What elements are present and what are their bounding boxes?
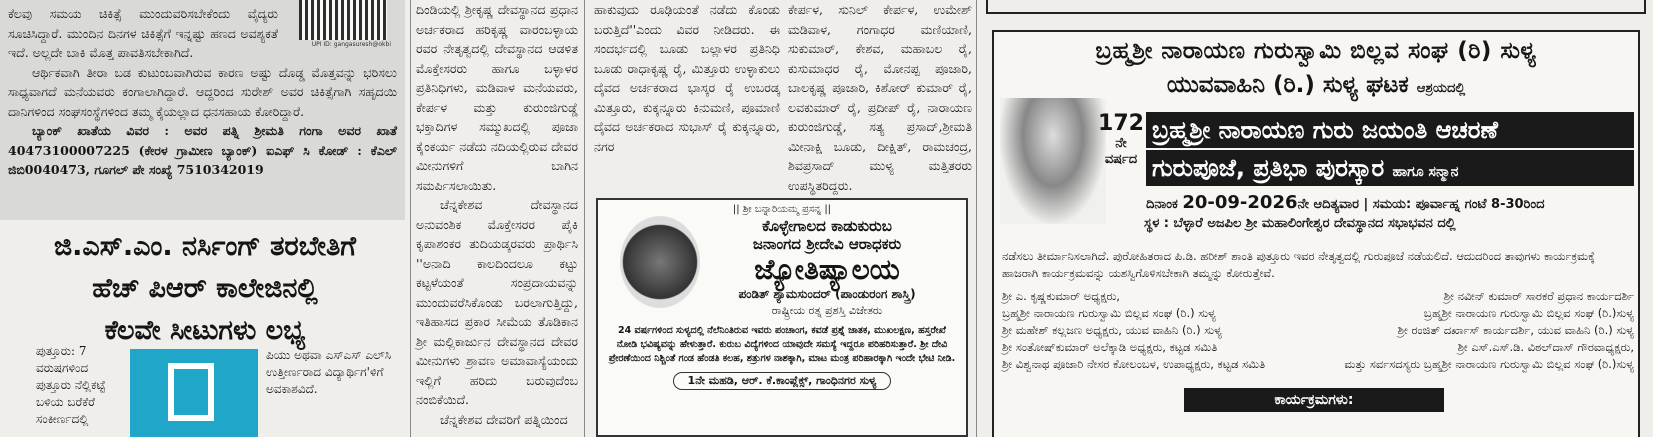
appeal-paragraph-2: ಆರ್ಥಿಕವಾಗಿ ತೀರಾ ಬಡ ಕುಟುಂಬವಾಗಿರುವ ಕಾರಣ ಅಷ್ಟು ದೊಡ್ಡ ಮೊತ್ತವನ್ನು ಭರಿಸಲು ಸಾಧ್ಯವಾಗದೆ ಮನೆಯವರು ಕಂಗಾಲಾಗಿದ್ದಾರೆ. ಆದ್ದರಿಂದ ಸುರೇಶ್ ಅವರ ಚಿಕಿತ್ಸೆಗಾಗಿ ಸಹೃದಯಿ ದಾನಿಗಳಿಂದ ಸಂಘಸಂಸ್ಥೆಗಳಿಂದ ತಮ್ಮ ಕೈಯಲ್ಲಾದ ಧನಸಹಾಯ ಕೋರಿದ್ದಾರೆ. bbox=[8, 64, 397, 119]
organizer-line: ಮತ್ತು ಸರ್ವಸದಸ್ಯರು ಬ್ರಹ್ಮಶ್ರೀ ನಾರಾಯಣ ಗುರುಸ್ವಾಮಿ ಬಿಲ್ಲವ ಸಂಘ (ರಿ.)ಸುಳ್ಯ bbox=[1344, 357, 1634, 371]
organizer-line: ಬ್ರಹ್ಮಶ್ರೀ ನಾರಾಯಣ ಗುರುಸ್ವಾಮಿ ಬಿಲ್ಲವ ಸಂಘ (ರಿ.)ಸುಳ್ಯ bbox=[1423, 306, 1634, 320]
temple-paragraph-4: ಹಾಕುವುದು ರೂಢಿಯಂತೆ ನಡೆದು ಕೊಂಡು ಬರುತ್ತಿದೆ''ಎಂದು ವಿವರ ನೀಡಿದರು. ಈ ಸಂದರ್ಭದಲ್ಲಿ ಬೂಡು ಬಲ್ಲಾಳರ ಪ್ರತಿನಿಧಿ ಬೂಡು ರಾಧಾಕೃಷ್ಣ ರೈ, ಮಿತ್ತೂರು ಉಳ್ಳಾಕುಲು ದೈವದ ಅರ್ಚಕರಾದ ಭಾಸ್ಕರ ರೈ ಉಬರಡ್ಕ ಮಿತ್ತೂರು, ಕುಕ್ಕನ್ನೂರು ಕಿನುಮಣಿ, ಪೂಮಾಣಿ ದೈವದ ಅರ್ಚಕರಾದ ಸುಭಾಸ್ ರೈ ಕುಕ್ಕನ್ನೂರು, ನಗರ bbox=[594, 2, 780, 154]
date-value: 20-09-2026 bbox=[1182, 192, 1298, 213]
bank-details: ಬ್ಯಾಂಕ್ ಖಾತೆಯ ವಿವರ : ಅವರ ಪತ್ನಿ ಶ್ರೀಮತಿ ಗಂಗಾ ಅವರ ಖಾತೆ 40473100007225 (ಕೇರಳ ಗ್ರಾಮೀಣ ಬ್ಯಾಂಕ್) ಐಎಫ್ ಸಿ ಕೋಡ್ : ಕೆಎಲ್ ಜಿಬಿ0040473, ಗೂಗಲ್ ಪೇ ಸಂಖ್ಯೆ 7510342019 bbox=[8, 123, 397, 177]
event-subtitle-main: ಗುರುಪೂಜೆ, ಪ್ರತಿಭಾ ಪುರಸ್ಕಾರ bbox=[1152, 154, 1385, 182]
goddess-image bbox=[620, 216, 700, 308]
news-column-4 bbox=[980, 0, 1653, 437]
ad-description: 24 ವರ್ಷಗಳಿಂದ ಸುಳ್ಯದಲ್ಲಿ ನೆಲೆನಿಂತಿರುವ ಇವರು ಪಂಚಾಂಗ, ಕವಡೆ ಪ್ರಶ್ನೆ ಜಾತಕ, ಮುಖಲಕ್ಷಣ, ಹಸ್ತರೇಖೆ ನೋಡಿ ಭವಿಷ್ಯವನ್ನು ಹೇಳುತ್ತಾರೆ. ಕುರುಬ ವಿದ್ಯೆಗಳಿಂದ ಯಾವುದೇ ಸಮಸ್ಯೆ ಇದ್ದರೂ ಪರಿಹರಿಸುತ್ತಾರೆ. ಶ್ರೀ ದೇವಿ ಪ್ರೇರಣೆಯಿಂದ ನಿಶ್ಚಿಂತೆ ಗಂಡ ಹೆಂಡತಿ ಕಲಹ, ಶತ್ರುಗಳ ನಾಶಕ್ಕಾಗಿ, ಮಾಟ ಮಂತ್ರ ಪರಿಹಾರಕ್ಕಾಗಿ ಇಂದೇ ಭೇಟಿ ನೀಡಿ. bbox=[608, 325, 956, 364]
news-column-1 bbox=[0, 0, 410, 437]
organizer-line: ಶ್ರೀ ರಂಜಿತ್ ದರ್ಖಾಸ್ ಕಾರ್ಯದರ್ಶಿ, ಯುವ ವಾಹಿನಿ (ರಿ.) ಸುಳ್ಯ bbox=[1397, 323, 1634, 337]
event-subtitle bbox=[1146, 150, 1634, 186]
jyotishya-ad bbox=[596, 198, 968, 437]
qr-caption: UPI ID: gangasuresh@okbi bbox=[311, 41, 391, 48]
headline-line-1: ಜಿ.ಎಸ್.ಎಂ. ನರ್ಸಿಂಗ್ ತರಬೇತಿಗೆ bbox=[54, 231, 356, 262]
date-rest: ನೇ ಆದಿತ್ಯವಾರ | ಸಮಯ: ಪೂರ್ವಾಹ್ನ ಗಂಟೆ 8-30ರಿಂದ bbox=[1297, 197, 1545, 212]
event-subtitle-suffix: ಹಾಗೂ ಸನ್ಮಾನ bbox=[1392, 164, 1459, 180]
temple-paragraph-5: ಕೇರ್ಪಳ, ಸುನಿಲ್ ಕೇರ್ಪಳ, ಉಮೇಶ್ ಮಡಿವಾಳ, ಗಂಗಾಧರ ಮಣಿಯಾಣಿ, ಸುಕುಮಾರ್, ಕೇಶವ, ಮಹಾಬಲ ರೈ, ಕುಸುಮಾಧರ ರೈ, ಮೋನಪ್ಪ ಪೂಜಾರಿ, ಬಾಲಕೃಷ್ಣ ಪೂಜಾರಿ, ಕಿಶೋರ್ ಕುಮಾರ್ ರೈ, ಲವಕುಮಾರ್ ರೈ, ಪ್ರದೀಪ್ ರೈ, ನಾರಾಯಣ ಕುರುಂಜಿಗುಡ್ಡೆ, ಸತ್ಯ ಪ್ರಸಾದ್,ಶ್ರೀಮತಿ ಮೀನಾಕ್ಷಿ ಬೂಡು, ದೀಕ್ಷಿತ್, ರಾಮಚಂದ್ರ, ಶಿವಪ್ರಸಾದ್ ಮುಳ್ಯ ಮತ್ತಿತರರು ಉಪಸ್ಥಿತರಿದ್ದರು. bbox=[788, 2, 972, 193]
astrologer-name: ಪಂಡಿತ್ ಶ್ಯಾಮಸುಂದರ್ (ಪಾಂಡುರಂಗ ಶಾಸ್ತ್ರಿ) bbox=[738, 287, 916, 301]
years-number: 172 bbox=[1098, 111, 1144, 136]
astrologer-award: ರಾಷ್ಟ್ರೀಯ ರತ್ನ ಪ್ರಶಸ್ತಿ ವಿಜೇತರು bbox=[771, 304, 883, 317]
headline-line-2: ಹೆಚ್ ಪಿಆರ್ ಕಾಲೇಜಿನಲ್ಲಿ bbox=[92, 273, 318, 304]
guru-portrait bbox=[1000, 98, 1106, 224]
organizers-left bbox=[1002, 288, 1322, 373]
years-text: ನೇ ವರ್ಷದ bbox=[1104, 136, 1138, 167]
organizer-line: ಶ್ರೀ ಮಹೇಶ್ ಕಲ್ಲಜಣ ಅಧ್ಯಕ್ಷರು, ಯುವ ವಾಹಿನಿ (ರಿ.) ಸುಳ್ಯ bbox=[1002, 323, 1222, 337]
ad-line-1: ಕೊಳ್ಳೇಗಾಲದ ಕಾಡುಕುರುಬ bbox=[762, 217, 892, 235]
article-text: ಪಿಯು ಅಥವಾ ಎಸ್‌ಎಸ್ ಎಲ್‌ಸಿ ಉತ್ತೀರ್ಣರಾದ ವಿದ್ಯಾರ್ಥಿಗ'ಳಿಗೆ ಅವಕಾಶವಿದೆ. bbox=[266, 348, 392, 396]
organizer-line: ಶ್ರೀ ಎಸ್.ಎಸ್.ಡಿ. ವಿಠಲ್‌ದಾಸ್ ಗೌರವಾಧ್ಯಕ್ಷರು, bbox=[1457, 340, 1634, 354]
organizer-line: ಶ್ರೀ ಸಂತೋಷ್‌ಕುಮಾರ್ ಅಲೆಕ್ಕಾಡಿ ಅಧ್ಯಕ್ಷರು, ಕಟ್ಟಡ ಸಮಿತಿ bbox=[1002, 340, 1218, 354]
ad-address: 1ನೇ ಮಹಡಿ, ಆರ್. ಕೆ.ಕಾಂಪ್ಲೆಕ್ಸ್, ಗಾಂಧಿನಗರ ಸುಳ್ಯ bbox=[673, 372, 892, 390]
ad-unit-name: ಯುವವಾಹಿನಿ (ರಿ.) ಸುಳ್ಯ ಘಟಕ bbox=[1166, 72, 1409, 98]
previous-ad-border bbox=[986, 0, 1646, 14]
ad-line-2: ಜನಾಂಗದ ಶ್ರೀದೇವಿ ಆರಾಧಕರು bbox=[752, 235, 902, 253]
organizer-line: ಬ್ರಹ್ಮಶ್ರೀ ನಾರಾಯಣ ಗುರುಸ್ವಾಮಿ ಬಿಲ್ಲವ ಸಂಘ (ರಿ.) ಸುಳ್ಯ bbox=[1002, 306, 1216, 320]
ad-org-line: ಬ್ರಹ್ಮಶ್ರೀ ನಾರಾಯಣ ಗುರುಸ್ವಾಮಿ ಬಿಲ್ಲವ ಸಂಘ (ರಿ) ಸುಳ್ಯ bbox=[1095, 38, 1537, 64]
date-label: ದಿನಾಂಕ bbox=[1146, 197, 1178, 212]
temple-paragraph-1: ದಿಂಡಿಯಲ್ಲಿ ಶ್ರೀಕೃಷ್ಣ ದೇವಸ್ಥಾನದ ಪ್ರಧಾನ ಅರ್ಚಕರಾದ ಹರಿಕೃಷ್ಣ ವಾರಂಬಳ್ಳಾಯ ರವರ ನೇತೃತ್ವದಲ್ಲಿ ದೇವಸ್ಥಾನದ ಆಡಳಿತ ಮೊಕ್ತೇಸರರು ಹಾಗೂ ಬಳ್ಳಾಳರ ಪ್ರತಿನಿಧಿಗಳು, ಮಡಿವಾಳ ಮನೆಯವರು, ಕೇರ್ಪಳ ಮತ್ತು ಕುರುಂಜಿಗುಡ್ಡೆ ಭಕ್ತಾದಿಗಳ ಸಮ್ಮುಖದಲ್ಲಿ ಪೂಜಾ ಕೈಂಕರ್ಯ ನಡೆದು ನದಿಯಲ್ಲಿರುವ ದೇವರ ಮೀನುಗಳಿಗೆ ಬಾಗಿನ ಸಮರ್ಪಿಸಲಾಯಿತು. bbox=[416, 2, 578, 193]
book-icon bbox=[168, 363, 214, 421]
event-date bbox=[1146, 192, 1634, 213]
ad-unit-line bbox=[994, 72, 1638, 98]
column-divider bbox=[410, 0, 411, 437]
temple-paragraph-2: ಚೆನ್ನಕೇಶವ ದೇವಸ್ಥಾನದ ಅನುವಂಶಿಕ ಮೊಕ್ತೇಸರರ ಪೈಕಿ ಕೃಪಾಶಂಕರ ತುದಿಯಡ್ಕರವರು ಪ್ರಾರ್ಥಿಸಿ ''ಅನಾದಿ ಕಾಲದಿಂದಲೂ ಕಟ್ಟು ಕಟ್ಟಳೆಯಂತೆ ಸಂಪ್ರದಾಯವನ್ನು ಮುಂದುವರೆಸಿಕೊಂಡು ಬರಲಾಗುತ್ತಿದ್ದು, ಇತಿಹಾಸದ ಪ್ರಕಾರ ಸೀಮೆಯ ತೊಡಿಕಾನ ಶ್ರೀ ಮಲ್ಲಿಕಾರ್ಜುನ ದೇವಸ್ಥಾನದ ದೇವರ ಮೀನುಗಳು ಶ್ರಾವಣ ಅಮಾವಾಸ್ಯೆಯಂದು ಇಲ್ಲಿಗೆ ಹರಿದು ಬರುವುದೆಂಬ ನಂಬಿಕೆಯಿದೆ. bbox=[416, 197, 578, 407]
temple-paragraph-3: ಚೆನ್ನಕೇಶವ ದೇವರಿಗೆ ಪತ್ನಿಯಿಂದ bbox=[440, 411, 568, 427]
headline-line-3: ಕೆಲವೇ ಸೀಟುಗಳು ಲಭ್ಯ bbox=[104, 315, 306, 346]
appeal-paragraph-1: ಕೆಲವು ಸಮಯ ಚಿಕಿತ್ಸೆ ಮುಂದುವರಿಸಬೇಕೆಂದು ವೈದ್ಯರು ಸೂಚಿಸಿದ್ದಾರೆ. ಮುಂದಿನ ದಿನಗಳ ಚಿಕಿತ್ಸೆಗೆ ಇನ್ನಷ್ಟು ಹಣದ ಅವಶ್ಯಕತೆ ಇದೆ. ಅಲ್ಲದೇ ಬಾಕಿ ಮೊತ್ತ ಪಾವತಿಸಬೇಕಾಗಿದೆ. bbox=[8, 6, 278, 60]
organizer-line: ಶ್ರೀ ನವೀನ್ ಕುಮಾರ್ ಸಾರಕರೆ ಪ್ರಧಾನ ಕಾರ್ಯದರ್ಶಿ bbox=[1443, 289, 1634, 303]
ad-blessing: || ಶ್ರೀ ಬನ್ನಾರಿಯಮ್ಮ ಪ್ರಸನ್ನ || bbox=[732, 204, 832, 215]
appeal-box bbox=[0, 0, 405, 220]
college-logo bbox=[130, 349, 258, 437]
column-divider bbox=[584, 0, 585, 437]
event-description: ನಡೆಸಲು ತೀರ್ಮಾನಿಸಲಾಗಿದೆ. ಪುರೋಹಿತರಾದ ಪಿ.ಡಿ. ಹರೀಶ್ ಶಾಂತಿ ಪುತ್ತೂರು ಇವರ ನೇತೃತ್ವದಲ್ಲಿ ಗುರುಪೂಜೆ ನಡೆಯಲಿದೆ. ಆದುದರಿಂದ ತಾವುಗಳು ಕಾರ್ಯಕ್ರಮಕ್ಕೆ ಹಾಜರಾಗಿ ಕಾರ್ಯಕ್ರಮವನ್ನು ಯಶಸ್ವಿಗೊಳಿಸಬೇಕಾಗಿ ತಮ್ಮನ್ನು ಕೋರುತ್ತೇವೆ. bbox=[1002, 249, 1595, 280]
news-column-3 bbox=[588, 0, 976, 437]
anniversary-badge bbox=[1098, 112, 1144, 168]
ad-unit-suffix: ಆಶ್ರಯದಲ್ಲಿ bbox=[1416, 81, 1466, 96]
event-venue: ಸ್ಥಳ : ಬೆಳ್ಳಾರೆ ಅಜಪಿಲ ಶ್ರೀ ಮಹಾಲಿಂಗೇಶ್ವರ ದೇವಸ್ಥಾನದ ಸಭಾಭವನ ದಲ್ಲಿ bbox=[1144, 216, 1456, 231]
jayanti-ad bbox=[992, 30, 1640, 437]
organizer-line: ಶ್ರೀ ವಿಶ್ವನಾಥ ಪೂಜಾರಿ ನೇಸರ ಕೋಲಂಬಳ, ಉಪಾಧ್ಯಕ್ಷರು, ಕಟ್ಟಡ ಸಮಿತಿ bbox=[1002, 357, 1266, 371]
news-column-2 bbox=[412, 0, 582, 437]
event-title: ಬ್ರಹ್ಮಶ್ರೀ ನಾರಾಯಣ ಗುರು ಜಯಂತಿ ಆಚರಣೆ bbox=[1146, 112, 1634, 148]
programs-heading: ಕಾರ್ಯಕ್ರಮಗಳು: bbox=[1184, 388, 1444, 412]
column-divider bbox=[976, 0, 977, 437]
organizer-line: ಶ್ರೀ ಎ. ಕೃಷ್ಣಕುಮಾರ್ ಅಧ್ಯಕ್ಷರು, bbox=[1002, 289, 1120, 303]
ad-title: ಜ್ಯೋತಿಷ್ಯಾಲಯ bbox=[754, 253, 900, 286]
qr-code-icon bbox=[299, 0, 387, 40]
article-lead: ಪುತ್ತೂರು: 7 ವರುಷಗಳಿಂದ ಪುತ್ತೂರು ನೆಲ್ಲಿಕಟ್ಟೆ ಬಳಿಯ ಬರೆಕೆರೆ ಸಂಕೀರ್ಣದಲ್ಲಿ bbox=[36, 344, 106, 426]
organizers-right bbox=[1324, 288, 1634, 373]
nursing-headline bbox=[6, 226, 404, 352]
